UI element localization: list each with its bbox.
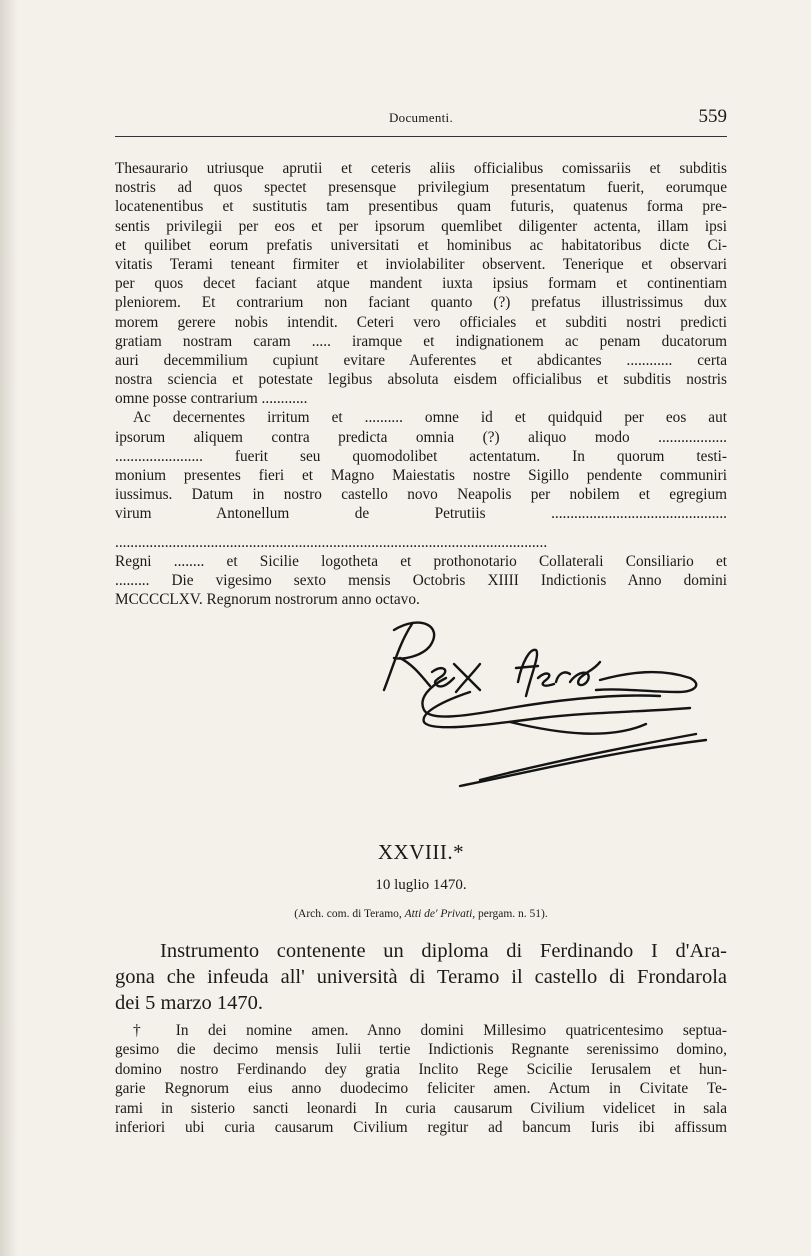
header-rule — [115, 136, 727, 137]
transcription-line: inferiori ubi curia causarum Civilium regitur ad bancum Iuris ibi affissum — [115, 1118, 727, 1136]
text-line: locatenentibus et sustitutis tam presentibus quam futuris, quatenus forma pre- — [115, 198, 727, 216]
text-line: ipsorum aliquem contra predicta omnia (?) aliquo modo .................. — [115, 428, 727, 446]
text-line: MCCCCLXV. Regnorum nostrorum anno octavo. — [115, 591, 420, 609]
text-line: per quos decet faciant atque mandent iuxta ipsius formam et continentiam — [115, 275, 727, 293]
document-summary — [115, 938, 727, 1016]
transcription-line: gesimo die decimo mensis Iulii tertie Indictionis Regnante serenissimo domino, — [115, 1041, 727, 1059]
document-transcription — [115, 1021, 727, 1137]
document-date: 10 luglio 1470. — [375, 877, 467, 893]
page-header — [115, 106, 727, 132]
text-line: Ac decernentes irritum et .......... omne id et quidquid per eos aut — [133, 409, 727, 427]
text-line: ....................... fuerit seu quomodolibet actentatum. In quorum testi- — [115, 447, 727, 465]
summary-line: dei 5 marzo 1470. — [115, 992, 264, 1014]
text-line: monium presentes fieri et Magno Maiestatis nostre Sigillo pendente communiri — [115, 467, 727, 484]
source-prefix: (Arch. com. di Teramo, — [294, 908, 402, 920]
summary-line: gona che infeuda all' università di Teramo il castello di Frondarola — [115, 966, 727, 988]
text-line: sentis privilegii per eos et per ipsorum quemlibet diligenter actenta, illam ipsi — [115, 217, 727, 235]
text-line: morem gerere nobis intendit. Ceteri vero officiales et subditi nostri predicti — [115, 313, 727, 331]
text-line: nostra sciencia et potestate legibus absoluta eisdem officialibus et subditis nostris — [115, 371, 727, 389]
transcription-line: † In dei nomine amen. Anno domini Millesimo quatricentesimo septua- — [133, 1022, 727, 1039]
transcription-line: garie Regnorum eius anno duodecimo feliciter amen. Actum in Civitate Te- — [115, 1080, 727, 1098]
source-title: Atti de' Privati, — [404, 908, 476, 920]
text-line: omne posse contrarium ............ — [115, 390, 308, 408]
page-number: 559 — [698, 106, 727, 127]
text-line: pleniorem. Et contrarium non faciant quanto (?) prefatus illustrissimus dux — [115, 294, 727, 312]
text-line: et quilibet eorum prefatis universitati et hominibus ac habitatoribus dicte Ci- — [115, 236, 727, 254]
text-line: ......... Die vigesimo sexto mensis Octobris XIIII Indictionis Anno domini — [115, 571, 727, 589]
text-line: Regni ........ et Sicilie logotheta et prothonotario Collaterali Consiliario et — [115, 552, 727, 570]
running-title: Documenti. — [388, 110, 453, 125]
summary-line: Instrumento contenente un diploma di Ferdinando I d'Ara- — [160, 940, 727, 962]
page-gutter-shadow — [0, 0, 18, 1256]
document-number: XXVIII.* — [377, 840, 465, 864]
text-line: auri decemmilium cupiunt evitare Auferentes et abdicantes ............ certa — [115, 351, 727, 369]
text-line: iussimus. Datum in nostro castello novo Neapolis per nobilem et egregium — [115, 486, 727, 504]
archival-source — [115, 908, 727, 920]
source-suffix: pergam. n. 51). — [478, 908, 548, 920]
transcription-line: rami in sisterio sancti leonardi In curia causarum Civilium videlicet in sala — [115, 1099, 727, 1117]
text-line: virum Antonellum de Petrutiis .............................................. — [115, 505, 727, 523]
text-line: vitatis Terami teneant firmiter et inviolabiliter observent. Tenerique et observari — [115, 255, 727, 273]
document-continuation — [115, 159, 727, 609]
text-line: gratiam nostram caram ..... iramque et indignationem ac penam ducatorum — [115, 332, 727, 350]
transcription-line: domino nostro Ferdinando dey gratia Inclito Rege Scicilie Ierusalem et hun- — [115, 1060, 727, 1078]
text-line: ................................................................................................................. — [115, 533, 548, 551]
text-line: Thesaurario utriusque aprutii et ceteris aliis officialibus comissariis et subditis — [115, 160, 727, 177]
royal-signature — [360, 612, 720, 802]
text-line: nostris ad quos spectet presensque privilegium presentatum fuerit, eorumque — [115, 179, 727, 197]
